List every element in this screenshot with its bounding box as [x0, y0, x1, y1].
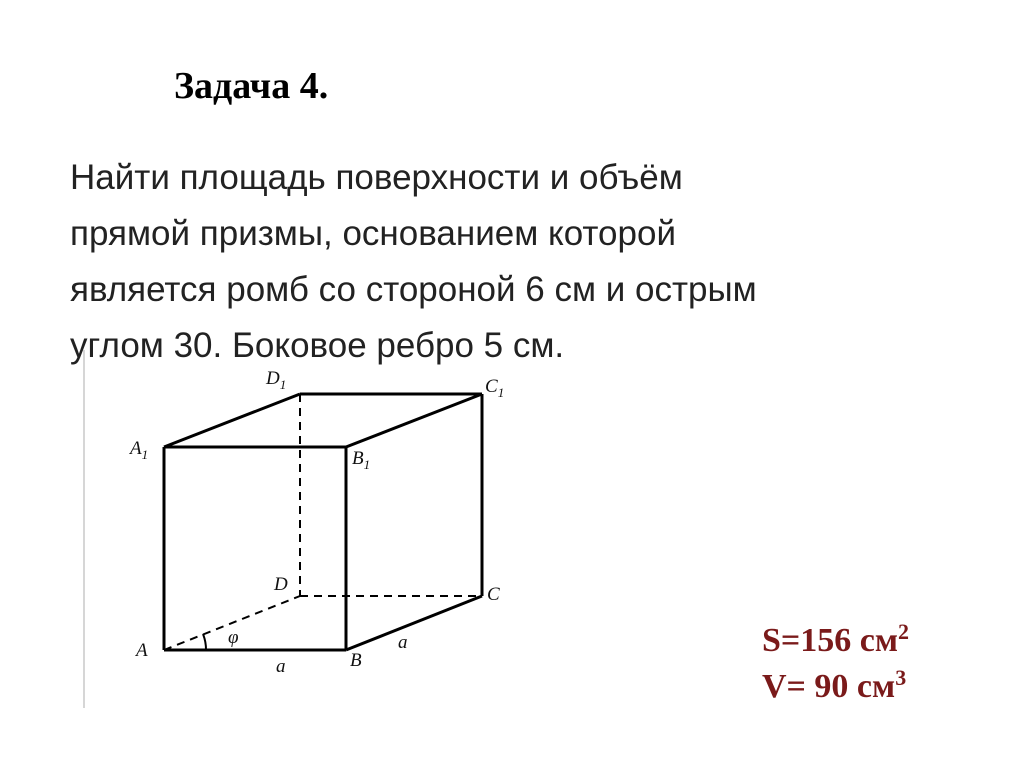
label-c: C	[487, 584, 500, 605]
edge-b1-c1	[346, 394, 482, 447]
label-d: D	[274, 574, 288, 595]
problem-line: углом 30. Боковое ребро 5 см.	[70, 326, 565, 365]
label-b1: $B_1$	[352, 448, 371, 472]
angle-arc	[203, 634, 206, 650]
answer-surface-area: S=156 $см^2$	[762, 619, 910, 659]
label-b: B	[350, 650, 362, 671]
label-c1: $C_1$	[485, 376, 505, 400]
answer-volume: V= 90 $см^3$	[762, 665, 907, 705]
label-d1: $D_1$	[266, 368, 287, 392]
label-edge-a-side: a	[398, 632, 408, 653]
prism-diagram	[82, 350, 522, 710]
problem-line: является ромб со стороной 6 см и острым	[70, 270, 757, 309]
task-title: Задача 4.	[174, 65, 329, 107]
label-a: A	[136, 640, 148, 661]
problem-statement	[70, 150, 757, 374]
label-a1: $A_1$	[130, 438, 149, 462]
label-edge-a-bottom: a	[276, 656, 286, 677]
problem-line: Найти площадь поверхности и объём	[70, 158, 683, 197]
problem-line: прямой призмы, основанием которой	[70, 214, 677, 253]
label-angle-phi: φ	[228, 627, 239, 648]
edge-b-c	[346, 596, 482, 650]
answer-surface-exponent: 2	[898, 619, 910, 644]
answer-block	[762, 618, 909, 710]
edge-a1-d1	[164, 394, 300, 447]
answer-volume-exponent: 3	[895, 665, 907, 690]
